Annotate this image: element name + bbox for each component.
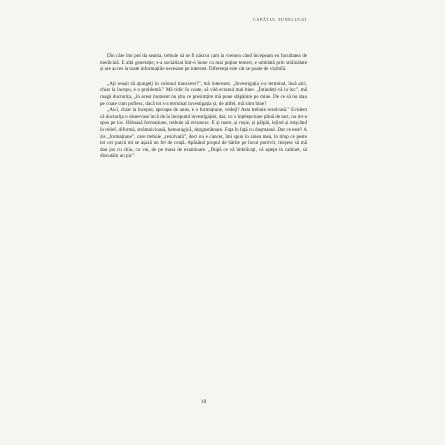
- paragraph-2: „Ați reușit să ajungeți în colonul transvers?”, mă interesez. „Investigația s-a terminat, însă aici, chiar la începu, e o problemă.” Mă ridic în coate, să văd ecranul mai bine. „Întindeți-vă la loc”, mă roagă doctorița, „în acest moment nu știu ce presimțire mă pune stăpânire pe mine. De ce să nu stau pe coate cum pofiesc, dacă tot s-a terminat investigația și, de altfel, mă simt bine?: [100, 80, 307, 107]
- page-number: 18: [200, 399, 207, 405]
- paragraph-1: Din câte îmi pot da seama, trebuie să se fi născut cam la vremea când începeam eu facultatea de medicină. E altă generație, s-a socializat într-o lume cu mai puține temeri, e umblată prin străinătate și are acces la toate informațiile necesare pe internet. Diferența este cât se poate de vizibilă.: [100, 53, 307, 73]
- running-head: CAPĂTUL TUNELULUI: [252, 17, 307, 22]
- body-text: [100, 53, 307, 160]
- paragraph-3: „Aici, chiar la început, aproape de anus, e o formațiune, vedeți? Asta trebuie rezolvată.” Evident că doctorița o observase încă de la începutul investigației, dar, cu o înțelepciune plină de tact, nu mi-a spus pe loc. Hidoasă formațiune, trebuie să recunosc. E și mare, și roșie, și pâlpâi, lejind și mișcând în relief, diformă, strâmnicioasă, hemoragică, dezgustătoare. Fața în față cu dușmanul. Dar ce este? A zis „formațiune”, care trebuie „rezolvată”, deci nu e cancer, îmi spun în sinea mea, în timp ce peste tot cer parcă mi se așază un fel de ceață. Apăsând propul de hârtie pe locul potrivit, reușesc să mă dau jos cu chiu, cu vai, de pe masa de examinare. „După ce vă îmbrăcați, vă aștept în cabinet, să discutăm un pic”: [100, 107, 307, 160]
- section-break: [100, 73, 307, 81]
